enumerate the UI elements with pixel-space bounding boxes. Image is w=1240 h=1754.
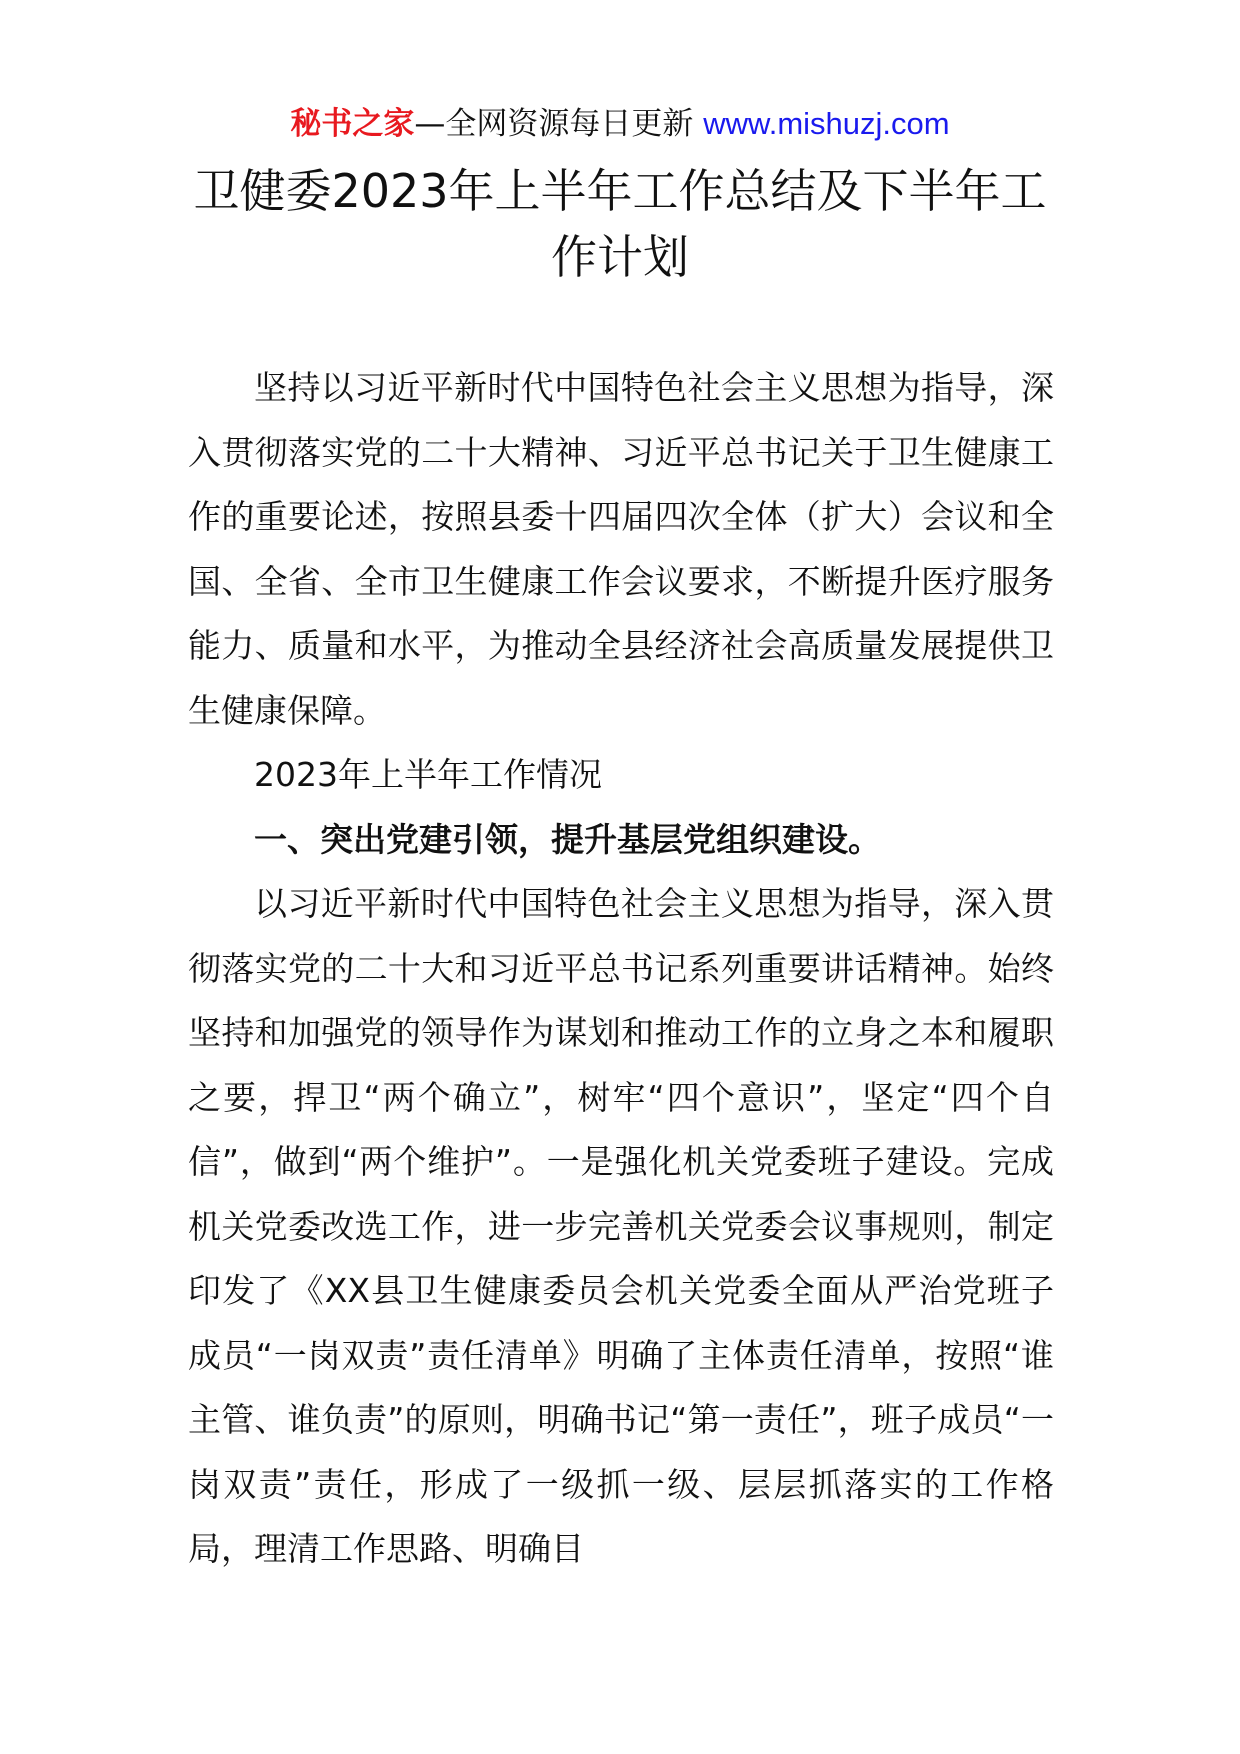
- site-url-link[interactable]: www.mishuzj.com: [703, 106, 950, 141]
- document-body: [188, 356, 1054, 1582]
- intro-paragraph: 坚持以习近平新时代中国特色社会主义思想为指导，深入贯彻落实党的二十大精神、习近平总书记关于卫生健康工作的重要论述，按照县委十四届四次全体（扩大）会议和全国、全省、全市卫生健康工作会议要求，不断提升医疗服务能力、质量和水平，为推动全县经济社会高质量发展提供卫生健康保障。: [188, 368, 1054, 730]
- brand-name: 秘书之家: [290, 106, 415, 142]
- body-paragraph: 以习近平新时代中国特色社会主义思想为指导，深入贯彻落实党的二十大和习近平总书记系列重要讲话精神。始终坚持和加强党的领导作为谋划和推动工作的立身之本和履职之要，捍卫“两个确立”，树牢“四个意识”，坚定“四个自信”，做到“两个维护”。一是强化机关党委班子建设。完成机关党委改选工作，进一步完善机关党委会议事规则，制定印发了《XX县卫生健康委员会机关党委全面从严治党班子成员“一岗双责”责任清单》明确了主体责任清单，按照“谁主管、谁负责”的原则，明确书记“第一责任”，班子成员“一岗双责”责任，形成了一级抓一级、层层抓落实的工作格局，理清工作思路、明确目: [188, 884, 1054, 1568]
- site-header: [0, 100, 1240, 148]
- section-heading: 2023年上半年工作情况: [254, 755, 602, 794]
- subsection-heading: 一、突出党建引领，提升基层党组织建设。: [254, 819, 881, 859]
- document-title: 卫健委2023年上半年工作总结及下半年工作计划: [193, 164, 1047, 284]
- site-slogan: —全网资源每日更新: [414, 106, 704, 142]
